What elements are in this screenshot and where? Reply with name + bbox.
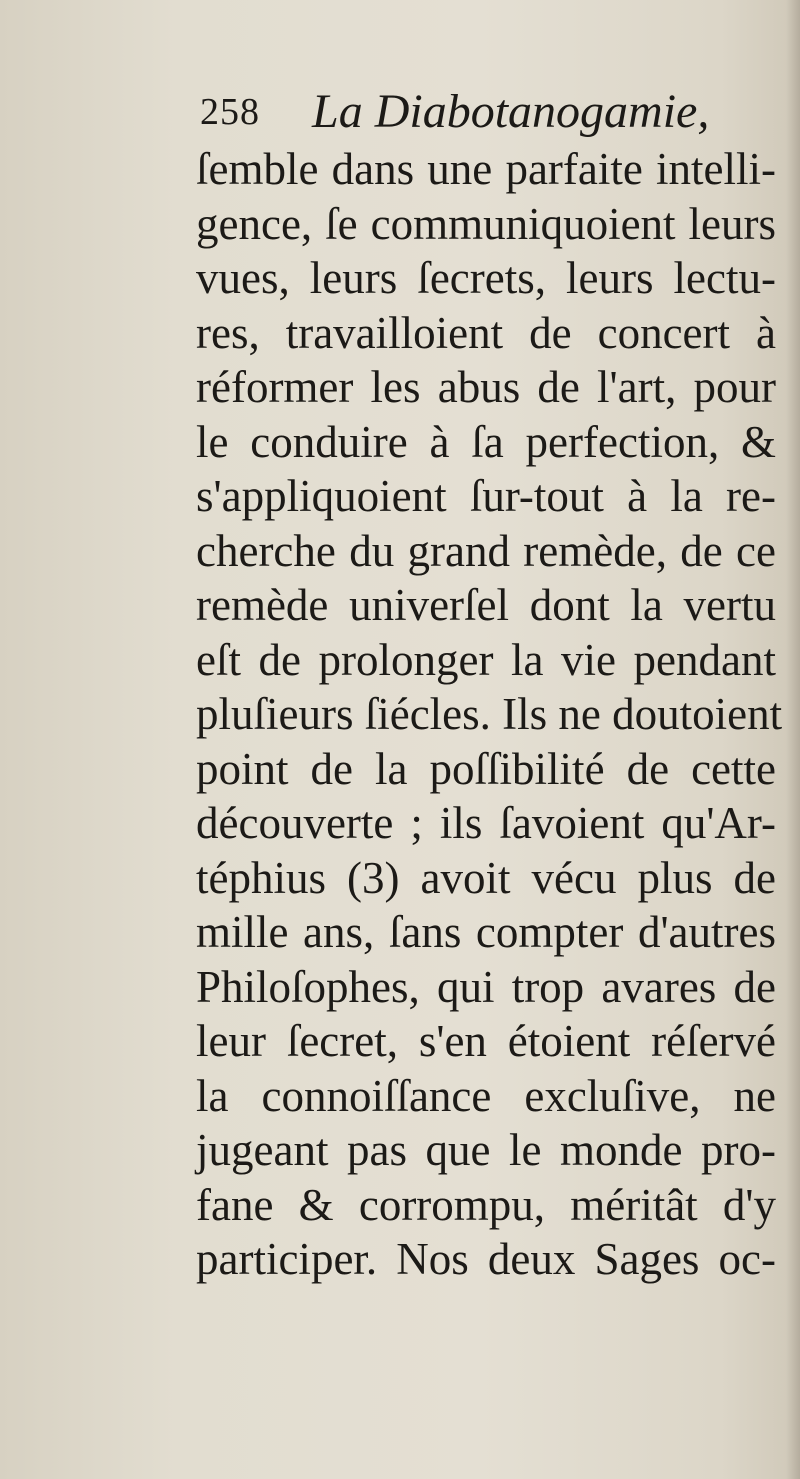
text-line: point de la poſſibilité de cette	[196, 743, 776, 794]
text-line: réformer les abus de l'art, pour	[196, 362, 776, 412]
text-line: mille ans, ſans compter d'autres	[196, 907, 776, 957]
text-line: s'appliquoient ſur-tout à la re-	[196, 471, 776, 521]
text-line: remède univerſel dont la vertu	[196, 580, 776, 630]
page-header	[200, 84, 760, 144]
running-title: La Diabotanogamie,	[312, 85, 710, 138]
text-line: cherche du grand remède, de ce	[196, 525, 776, 576]
page-number: 258	[200, 91, 260, 133]
text-line: découverte ; ils ſavoient qu'Ar-	[196, 798, 776, 848]
text-line: ſemble dans une parfaite intelli-	[196, 144, 776, 194]
text-line: vues, leurs ſecrets, leurs lectu-	[196, 253, 776, 303]
text-line: jugeant pas que le monde pro-	[196, 1125, 776, 1175]
text-line: gence, ſe communiquoient leurs	[196, 198, 776, 249]
text-line: Philoſophes, qui trop avares de	[196, 961, 776, 1012]
text-line: leur ſecret, s'en étoient réſervé	[196, 1016, 776, 1066]
page-edge-shadow	[786, 0, 800, 1479]
text-line: eſt de prolonger la vie pendant	[196, 634, 776, 685]
body-text	[196, 142, 783, 1287]
text-line: le conduire à ſa perfection, &	[196, 416, 776, 467]
text-line: téphius (3) avoit vécu plus de	[196, 852, 776, 903]
text-line: participer. Nos deux Sages oc-	[196, 1234, 776, 1284]
text-line: res, travailloient de concert à	[196, 307, 776, 358]
text-line: fane & corrompu, méritât d'y	[196, 1179, 776, 1230]
text-line: pluſieurs ſiécles. Ils ne doutoient	[196, 689, 783, 739]
text-line: la connoiſſance excluſive, ne	[196, 1070, 776, 1121]
